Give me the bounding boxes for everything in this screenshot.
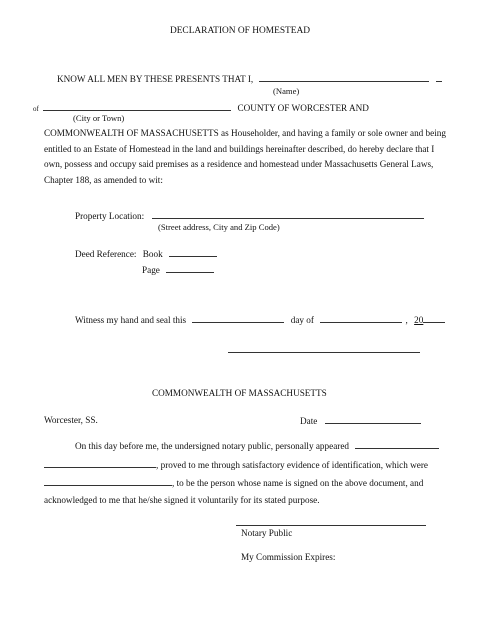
book-field[interactable] [169,248,217,257]
notary-signature-line[interactable] [236,525,426,526]
name-field[interactable] [259,73,429,82]
county-text: COUNTY OF WORCESTER AND [237,103,369,113]
notary-line-4: acknowledged to me that he/she signed it voluntarily for its stated purpose. [44,495,320,505]
witness-text: Witness my hand and seal this [75,315,187,325]
page-label: Page [142,265,160,275]
intro-text: KNOW ALL MEN BY THESE PRESENTS THAT I, [57,74,254,84]
witness-row: Witness my hand and seal this day of , 20 [75,314,445,326]
year-prefix: 20 [414,315,424,325]
deed-label: Deed Reference: [75,249,137,259]
date-row [300,415,421,427]
of-label: of [33,105,39,113]
page-field[interactable] [166,264,214,273]
identification-type-field[interactable] [44,477,172,486]
commonwealth-heading: COMMONWEALTH OF MASSACHUSETTS [152,388,327,398]
property-location-row [75,210,424,222]
name-caption: (Name) [273,86,300,96]
notary-public-label: Notary Public [241,528,293,538]
witness-day-field[interactable] [192,314,284,323]
city-caption: (City or Town) [73,113,125,123]
book-label: Book [142,249,163,259]
page-reference-row [142,264,214,276]
notary-line-1: On this day before me, the undersigned notary public, personally appeared [75,440,439,452]
deed-reference-row [75,248,217,260]
date-field[interactable] [325,415,421,424]
declaration-paragraph: COMMONWEALTH OF MASSACHUSETTS as Householder, and having a family or sole owner and being entitled to an Estate of Homestead in the land and buildings hereinafter described, do hereby declare that I own, possess and occupy said premises as a residence and homestead under Massachusetts General Laws, Chapter 188, as amended to wit: [44,128,446,185]
property-label: Property Location: [75,211,145,221]
name-field-end [436,73,442,82]
appeared-name-field[interactable] [355,440,439,449]
intro-line [57,73,442,85]
property-caption: (Street address, City and Zip Code) [158,222,280,232]
identification-name-field[interactable] [44,459,156,468]
witness-month-field[interactable] [320,314,402,323]
date-label: Date [300,416,318,426]
commission-expires-label: My Commission Expires: [241,552,336,562]
day-of-text: day of [290,315,314,325]
year-field[interactable] [423,314,445,323]
signature-line[interactable] [228,352,420,353]
document-title: DECLARATION OF HOMESTEAD [169,26,311,36]
county-ss: Worcester, SS. [44,415,98,425]
notary-line-2: , proved to me through satisfactory evidence of identification, which were [44,459,428,471]
property-location-field[interactable] [152,210,424,219]
notary-line-3: , to be the person whose name is signed on the above document, and [44,477,423,489]
city-field[interactable] [43,102,231,111]
